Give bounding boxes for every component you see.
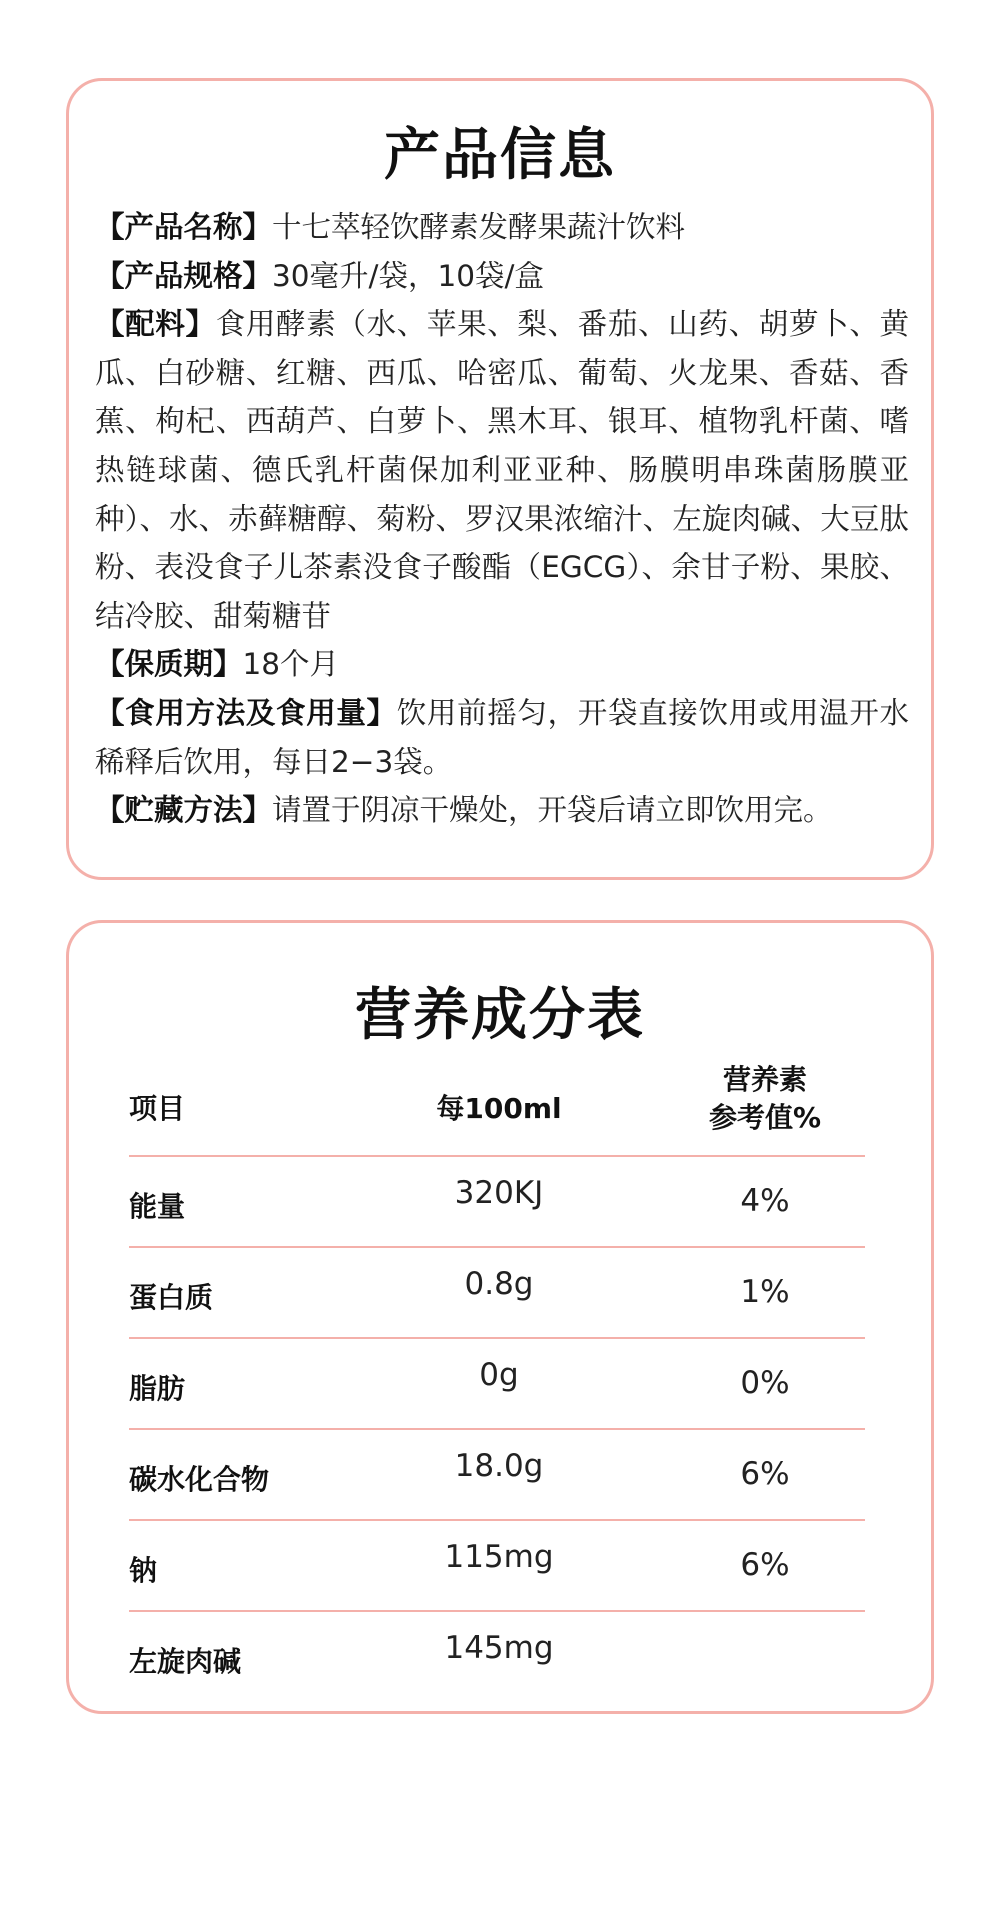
header-item: 项目 <box>129 1092 186 1125</box>
row-per-100ml: 0.8g <box>464 1266 534 1302</box>
storage-label: 【贮藏方法】 <box>95 793 273 828</box>
row-nrv: 6% <box>740 1547 790 1583</box>
usage-line <box>95 689 909 786</box>
product-name-label: 【产品名称】 <box>95 210 273 244</box>
product-spec-value: 30毫升/袋，10袋/盒 <box>272 258 544 293</box>
shelf-life-line <box>95 640 909 689</box>
ingredients-value: 食用酵素（水、苹果、梨、番茄、山药、胡萝卜、黄瓜、白砂糖、红糖、西瓜、哈密瓜、葡萄、火龙果、香菇、香蕉、枸杞、西葫芦、白萝卜、黑木耳、银耳、植物乳杆菌、嗜热链球菌、德氏乳杆菌保加利亚亚种、肠膜明串珠菌肠膜亚种）、水、赤藓糖醇、菊粉、罗汉果浓缩汁、左旋肉碱、大豆肽粉、表没食子儿茶素没食子酸酯（EGCG）、余甘子粉、果胶、结冷胶、甜菊糖苷 <box>95 307 909 633</box>
storage-line <box>95 786 909 835</box>
header-nrv <box>665 1061 865 1137</box>
nutrition-card <box>66 920 934 1714</box>
shelf-life-value: 18个月 <box>242 647 340 682</box>
header-nrv-line1: 营养素 <box>722 1063 807 1096</box>
ingredients-line <box>95 300 909 640</box>
row-per-100ml: 115mg <box>444 1539 554 1575</box>
row-nrv: 4% <box>740 1183 790 1219</box>
row-item: 能量 <box>129 1190 186 1223</box>
row-nrv: 6% <box>740 1456 790 1492</box>
table-row <box>129 1339 865 1430</box>
usage-label: 【食用方法及食用量】 <box>95 695 397 730</box>
product-spec-label: 【产品规格】 <box>95 258 273 293</box>
row-item: 碳水化合物 <box>129 1463 270 1496</box>
product-info-title: 产品信息 <box>384 123 616 188</box>
header-nrv-line2: 参考值% <box>708 1101 822 1134</box>
row-nrv: 0% <box>740 1365 790 1401</box>
ingredients-label: 【配料】 <box>95 307 216 342</box>
table-row <box>129 1430 865 1521</box>
table-row <box>129 1612 865 1701</box>
nutrition-table-header <box>129 1051 865 1157</box>
product-name-line <box>95 203 909 252</box>
row-per-100ml: 320KJ <box>454 1175 544 1211</box>
table-row <box>129 1248 865 1339</box>
shelf-life-label: 【保质期】 <box>95 647 243 682</box>
product-spec-line <box>95 252 909 301</box>
header-per-100ml: 每100ml <box>436 1092 562 1125</box>
row-item: 脂肪 <box>129 1372 186 1405</box>
row-item: 左旋肉碱 <box>129 1645 242 1678</box>
row-per-100ml: 18.0g <box>454 1448 544 1484</box>
nutrition-title: 营养成分表 <box>355 983 645 1048</box>
row-nrv: 1% <box>740 1274 790 1310</box>
row-per-100ml: 0g <box>479 1357 519 1393</box>
product-name-value: 十七萃轻饮酵素发酵果蔬汁饮料 <box>272 210 686 244</box>
product-info-card <box>66 78 934 880</box>
usage-value: 饮用前摇匀，开袋直接饮用或用温开水稀释后饮用，每日2−3袋。 <box>95 695 909 779</box>
table-row <box>129 1157 865 1248</box>
storage-value: 请置于阴凉干燥处，开袋后请立即饮用完。 <box>272 793 833 828</box>
row-item: 钠 <box>129 1554 158 1587</box>
row-per-100ml: 145mg <box>444 1630 554 1666</box>
nutrition-table <box>129 1051 865 1701</box>
product-info-body <box>95 203 909 835</box>
row-item: 蛋白质 <box>129 1281 214 1314</box>
table-row <box>129 1521 865 1612</box>
